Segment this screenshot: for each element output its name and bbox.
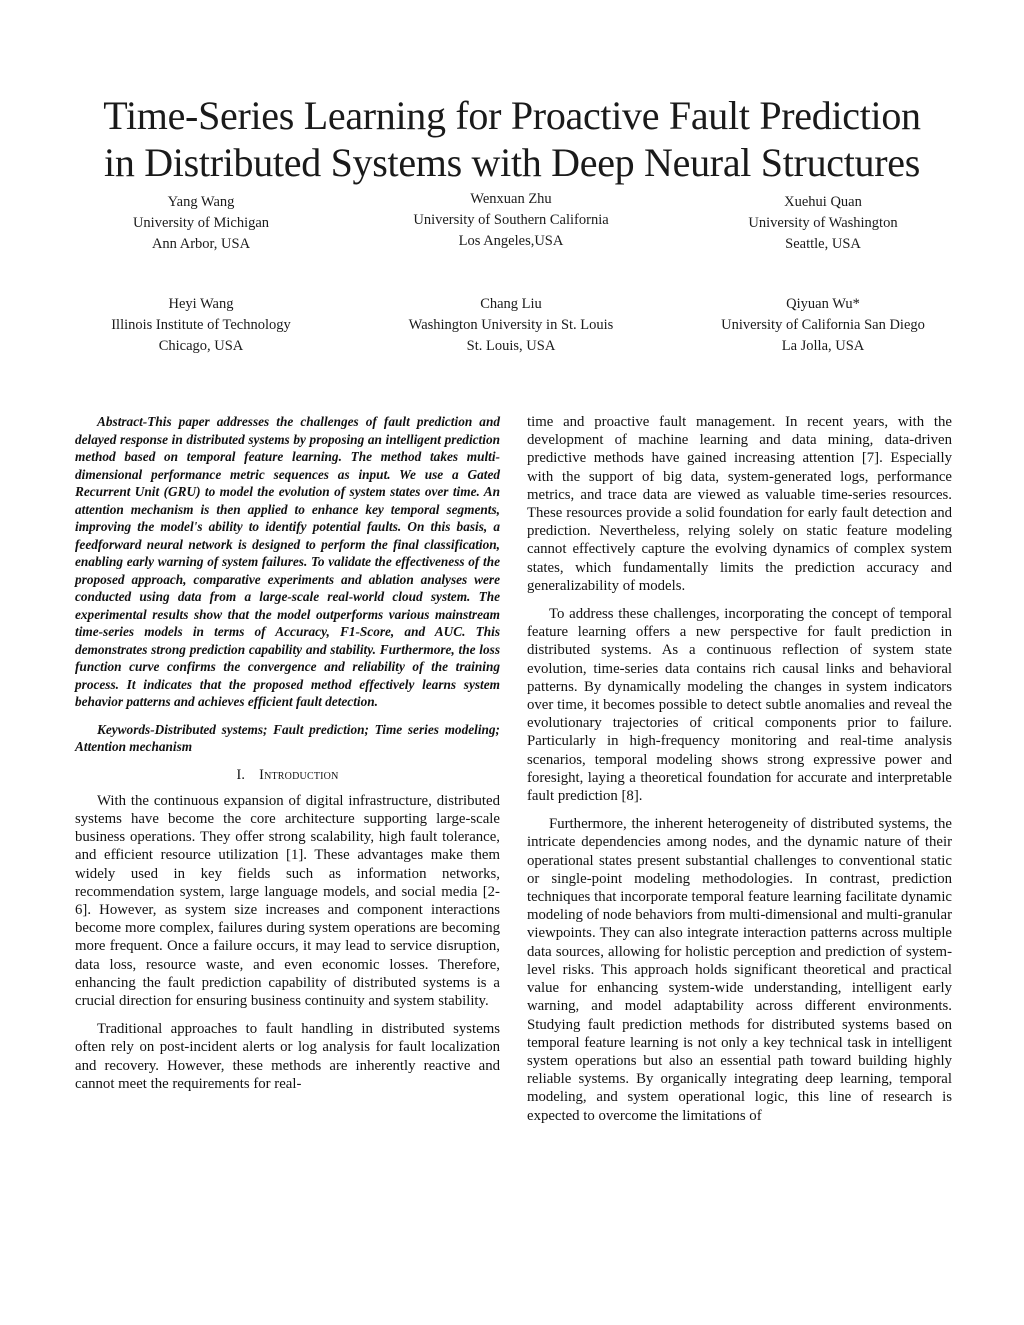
paragraph-continuation: time and proactive fault management. In recent years, with the development of machine learning and data mining, data-driven predictive methods have gained increasing attention [7]. Especially with the support of big data, system-generated logs, performance metrics, and trace data are viewed as valuable time-series resources. These resources provide a solid foundation for early fault detection and prediction. Nevertheless, relying solely on static feature modeling cannot effectively capture the evolving dynamics of complex system states, which fundamentally limits the prediction accuracy and generalizability of models. [527, 414, 952, 594]
author-name: Qiyuan Wu* [786, 296, 860, 312]
paragraph: To address these challenges, incorporating the concept of temporal feature learning offers a new perspective for fault prediction in distributed systems. As a continuous reflection of system state evolution, time-series data contains rich causal links and behavioral patterns. By dynamically modeling the changes in system indicators over time, it becomes possible to detect subtle anomalies and reveal the evolutionary trajectories of critical components prior to failure. Particularly in high-frequency monitoring and real-time analysis scenarios, temporal modeling shows strong expressive power and foresight, laying a theoretical foundation for accurate and interpretable fault prediction [8]. [527, 606, 952, 805]
author-block-5 [346, 294, 676, 357]
paragraph: With the continuous expansion of digital infrastructure, distributed systems have become the core architecture supporting large-scale business operations. They offer strong scalability, high fault tolerance, and efficient resource utilization [1]. These advantages make them widely used in key fields such as information networks, recommendation system, large language models, and social media [2-6]. However, as system size increases and component interactions become more complex, failures during system operations are becoming more frequent. Once a failure occurs, it may lead to service disruption, data loss, resource waste, and even economic losses. Therefore, enhancing the fault prediction capability of distributed systems is a crucial direction for ensuring business continuity and system stability. [75, 792, 500, 1009]
right-column [527, 413, 952, 1135]
author-affiliation: University of California San Diego [721, 317, 925, 333]
left-column [75, 413, 500, 1103]
abstract: Abstract-This paper addresses the challenges of fault prediction and delayed response in distributed systems by proposing an intelligent prediction method based on temporal feature learning. The method takes multi-dimensional performance metric sequences as input. We use a Gated Recurrent Unit (GRU) to model the evolution of system states over time. An attention mechanism is then applied to enhance key temporal segments, improving the model's ability to identify potential faults. On this basis, a feedforward neural network is designed to perform the final classification, enabling early warning of system failures. To validate the effectiveness of the proposed approach, comparative experiments and ablation analyses were conducted using data from a large-scale real-world cloud system. The experimental results show that the model outperforms various mainstream time-series models in terms of Accuracy, F1-Score, and AUC. This demonstrates strong prediction capability and stability. Furthermore, the loss function curve confirms the convergence and reliability of the training process. It indicates that the proposed method effectively learns system behavior patterns and achieves efficient fault detection. [75, 414, 500, 709]
author-name: Heyi Wang [168, 296, 234, 312]
author-location: Ann Arbor, USA [151, 236, 251, 252]
paper-title-line-2: in Distributed Systems with Deep Neural Structures [104, 140, 920, 185]
author-location: Los Angeles,USA [458, 233, 564, 249]
section-number: I. [236, 766, 246, 783]
author-name: Yang Wang [167, 194, 235, 210]
author-location: Chicago, USA [158, 338, 244, 354]
paper-title [40, 92, 984, 186]
author-block-1 [36, 192, 366, 255]
author-block-3 [658, 192, 988, 255]
author-location: La Jolla, USA [781, 338, 865, 354]
author-location: Seattle, USA [785, 236, 861, 252]
section-title: Introduction [259, 766, 339, 783]
author-block-2 [346, 189, 676, 252]
paper-title-line-1: Time-Series Learning for Proactive Fault Prediction [103, 93, 921, 138]
paragraph: Traditional approaches to fault handling in distributed systems often rely on post-incident alerts or log analysis for fault localization and recovery. However, these methods are inherently reactive and cannot meet the requirements for real- [75, 1021, 500, 1092]
author-name: Wenxuan Zhu [470, 191, 552, 207]
author-affiliation: Washington University in St. Louis [408, 317, 614, 333]
section-heading-introduction [75, 766, 500, 784]
author-affiliation: University of Michigan [132, 215, 270, 231]
author-location: St. Louis, USA [466, 338, 556, 354]
author-affiliation: University of Washington [748, 215, 898, 231]
paragraph: Furthermore, the inherent heterogeneity of distributed systems, the intricate dependencies among nodes, and the dynamic nature of their operational states present substantial challenges to conventional static or single-point modeling methodologies. In contrast, prediction techniques that incorporate temporal feature learning facilitate dynamic modeling of node behaviors from multi-dimensional and multi-granular viewpoints. They can also integrate interaction patterns across multiple data sources, allowing for holistic perception and prediction of system-level risks. This approach holds significant theoretical and practical value for enhancing system-wide understanding, intelligent early warning, and model adaptability across different environments. Studying fault prediction methods for distributed systems based on temporal feature learning is not only a key technical task in intelligent system operations but also an essential path toward building highly reliable systems. By organically integrating deep learning, temporal modeling, and system operational logic, this line of research is expected to overcome the limitations of [527, 816, 952, 1124]
author-affiliation: University of Southern California [413, 212, 609, 228]
keywords: Keywords-Distributed systems; Fault prediction; Time series modeling; Attention mechanism [75, 721, 500, 754]
author-block-6 [658, 294, 988, 357]
author-name: Chang Liu [480, 296, 542, 312]
author-block-4 [36, 294, 366, 357]
author-name: Xuehui Quan [784, 194, 862, 210]
author-affiliation: Illinois Institute of Technology [111, 317, 291, 333]
